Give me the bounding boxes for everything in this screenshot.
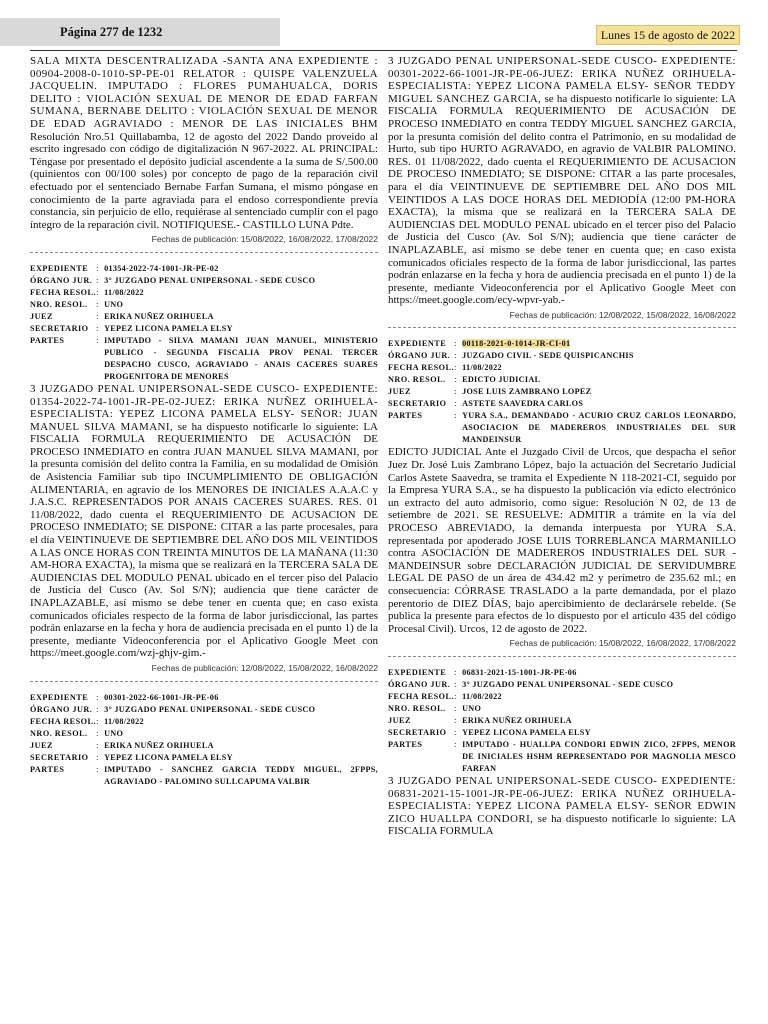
label-fecha: FECHA RESOL. — [388, 691, 455, 701]
value-secretario: YEPEZ LICONA PAMELA ELSY — [104, 752, 233, 762]
notice-body: se ha dispuesto notificarle lo siguiente: LA FISCALIA FORMULA — [388, 812, 737, 838]
label-partes: PARTES — [30, 335, 65, 345]
colon: : — [96, 311, 99, 321]
notice-00301-text — [388, 55, 736, 321]
right-column — [388, 55, 736, 838]
label-organo: ÓRGANO JUR. — [30, 275, 93, 285]
colon: : — [96, 692, 99, 702]
colon: : — [96, 323, 99, 333]
colon: : — [96, 299, 99, 309]
label-expediente: EXPEDIENTE — [30, 263, 89, 273]
value-secretario: YEPEZ LICONA PAMELA ELSY — [104, 323, 233, 333]
value-fecha: 11/08/2022 — [462, 691, 502, 701]
value-expediente: 00301-2022-66-1001-JR-PE-06 — [104, 692, 219, 702]
colon: : — [454, 703, 457, 713]
label-juez: JUEZ — [388, 715, 411, 725]
label-juez: JUEZ — [30, 740, 53, 750]
colon: : — [454, 739, 457, 749]
notice-caps: 3 JUZGADO PENAL UNIPERSONAL-SEDE CUSCO- EXPEDIENTE: 06831-2021-15-1001-JR-PE-06-JUEZ: ERIKA NUÑEZ ORIHUELA-ESPECIALISTA: YEPEZ LICONA PAMELA ELSY- SEÑOR EDWIN ZICO HUALLPA CONDORI, — [388, 774, 736, 825]
colon: : — [454, 667, 457, 677]
colon: : — [454, 727, 457, 737]
value-secretario: ASTETE SAAVEDRA CARLOS — [462, 399, 584, 409]
colon: : — [454, 679, 457, 689]
edict-text: EDICTO JUDICIAL Ante el Juzgado Civil de Urcos, que despacha el señor Juez Dr. José Luis Zambrano López, bajo la actuación del Secretario Judicial Carlos Astete Saavedra, se tramita el Expediente N 118-2021-CI, seguido por la Empresa YURA S.A., se ha dispuesto la publicación vía edicto electrónico un extracto del auto admisorio, como sigue: Resolución N 02, de 13 de setiembre de 2021. SE RESUELVE: ADMITIR a trámite en la vía del PROCESO ABREVIADO, la demanda interpuesta por YURA S.A. representada por apoderado JOSE LUIS TORREBLANCA MARMANILLO contra ASOCIACIÓN DE MADEREROS INDUSTRIALES DEL SUR - MANDEINSUR sobre DECLARACIÓN JUDICIAL DE SERVIDUMBRE LEGAL DE PASO de un área de 434.42 m2 y perímetro de 235.62 ml.; en consecuencia: CÓRRASE TRASLADO a la parte demandada, por el plazo perentorio de DIEZ DÍAS, bajo apercibimiento de declarársele rebelde. (Se publica la presente para efectos de lo dispuesto por el artículo 435 del código Procesal Civil). Urcos, 12 de agosto de 2022. — [388, 446, 736, 635]
colon: : — [454, 375, 457, 385]
colon: : — [454, 399, 457, 409]
value-expediente: 00118-2021-0-1014-JR-CI-01 — [462, 339, 571, 349]
notice-caps: 3 JUZGADO PENAL UNIPERSONAL-SEDE CUSCO- EXPEDIENTE: 01354-2022-74-1001-JR-PE-02-JUEZ: ERIKA NUÑEZ ORIHUELA-ESPECIALISTA: YEPEZ LICONA PAMELA ELSY- SEÑOR: JUAN MANUEL SILVA MAMANI, — [30, 382, 378, 433]
colon: : — [454, 715, 457, 725]
colon: : — [96, 764, 99, 774]
notice-00118 — [388, 338, 736, 650]
label-fecha: FECHA RESOL. — [30, 287, 97, 297]
value-organo: 3° JUZGADO PENAL UNIPERSONAL - SEDE CUSCO — [462, 679, 674, 689]
value-secretario: YEPEZ LICONA PAMELA ELSY — [462, 727, 591, 737]
header-rule — [30, 50, 737, 51]
label-nro: NRO. RESOL. — [30, 299, 88, 309]
colon: : — [454, 411, 457, 421]
publication-dates: Fechas de publicación: 12/08/2022, 15/08/2022, 16/08/2022 — [151, 662, 378, 673]
label-fecha: FECHA RESOL. — [30, 716, 97, 726]
label-secretario: SECRETARIO — [388, 399, 447, 409]
label-nro: NRO. RESOL. — [388, 703, 446, 713]
colon: : — [96, 740, 99, 750]
colon: : — [96, 287, 99, 297]
publication-dates: Fechas de publicación: 15/08/2022, 16/08/2022, 17/08/2022 — [151, 234, 378, 245]
notice-01354 — [30, 263, 378, 675]
colon: : — [96, 275, 99, 285]
publication-date-badge: Lunes 15 de agosto de 2022 — [596, 25, 740, 45]
case-metadata-table — [30, 692, 378, 788]
label-partes: PARTES — [388, 739, 423, 749]
colon: : — [96, 704, 99, 714]
value-partes: IMPUTADO - SILVA MAMANI JUAN MANUEL, MINISTERIO PUBLICO - SEGUNDA FISCALIA PROV PENAL TERCER DESPACHO CUSCO, AGRAVIADO - ANAIS CACERES SUARES PROGENITORA DE MENORES — [104, 335, 378, 381]
label-secretario: SECRETARIO — [30, 752, 89, 762]
notice-caps: SALA MIXTA DESCENTRALIZADA -SANTA ANA EXPEDIENTE : 00904-2008-0-1010-SP-PE-01 RELATOR : QUISPE VALENZUELA JACQUELIN. IMPUTADO : FLORES PUMAHUALCA, DORIS DELITO : VIOLACIÓN SEXUAL DE MENOR DE EDAD FARFAN SUMANA, BERNABE DELITO : VIOLACIÓN SEXUAL DE MENOR DE EDAD AGRAVIADO : MENOR DE LAS INICIALES BHM — [30, 55, 378, 130]
value-organo: 3° JUZGADO PENAL UNIPERSONAL - SEDE CUSCO — [104, 275, 316, 285]
publication-dates: Fechas de publicación: 12/08/2022, 15/08/2022, 16/08/2022 — [509, 309, 736, 320]
colon: : — [96, 263, 99, 273]
label-partes: PARTES — [30, 764, 65, 774]
case-metadata-table — [388, 338, 736, 446]
value-partes: YURA S.A., DEMANDADO - ACURIO CRUZ CARLOS LEONARDO, ASOCIACION DE MADEREROS INDUSTRIALES DEL SUR MANDEINSUR — [462, 411, 736, 445]
value-expediente: 01354-2022-74-1001-JR-PE-02 — [104, 263, 219, 273]
value-organo: 3° JUZGADO PENAL UNIPERSONAL - SEDE CUSCO — [104, 704, 316, 714]
notice-body: se ha dispuesto notificarle lo siguiente: LA FISCALIA FORMULA REQUERIMIENTO DE ACUSACIÓN DE PROCESO INMEDIATO en contra TEDDY MIGUEL SANCHEZ GARCIA, por la presunta comisión del delito contra el Patrimonio, en su modalidad de Hurto, sub tipo HURTO AGRAVADO, en agravio de VALBIR PALOMINO. RES. 01 11/08/2022, dado cuenta el REQUERIMIENTO DE ACUSACION DE PROCESO INMEDIATO; SE DISPONE: CITAR a las parte procesales, para el día VEINTINUEVE DE SEPTIEMBRE DEL AÑO DOS MIL VEINTIDOS A LAS DOCE HORAS DEL MEDIODÍA (12:00 PM-HORA EXACTA), la misma que se realizará en la TERCERA SALA DE AUDIENCIAS DEL MODULO PENAL ubicado en el tercer piso del Palacio de Justicia del Cusco (Av. Sol S/N); audiencia que tiene carácter de INAPLAZABLE, así mismo se debe tener en cuenta que; en caso exista comunicados oficiales respecto de la forma de labor jurisdiccional, las partes podrán enlazarse en la fecha y hora de audiencia precisada en el punto 1) de la presente, mediante Videoconferencia por el Aplicativo Google Meet con https://meet.google.com/ecy-wpvr-yab.- — [388, 92, 737, 307]
label-fecha: FECHA RESOL. — [388, 363, 455, 373]
label-expediente: EXPEDIENTE — [30, 692, 89, 702]
notice-sala-mixta — [30, 55, 378, 246]
colon: : — [454, 363, 457, 373]
label-expediente: EXPEDIENTE — [388, 339, 447, 349]
notice-body: Resolución Nro.51 Quillabamba, 12 de agosto del 2022 Dando proveido al escrito ingresado con código de digitalización N 967-2022. AL PRINCIPAL: Téngase por presentado el depósito judicial ascendente a la suma de S/.500.00 (quinientos con 00/100 soles) por concepto de pago de la reparación civil efectuado por el sentenciado Bernabe Farfan Sumana, el mismo póngase en conocimiento de la parte agraviada para el endoso correspondiente previa constancia, sin perjuicio de ello, requiérase al sentenciado cumplir con el pago íntegro de la reparación civil. NOTIFIQUESE.- CASTILLO LUNA Pdte. — [30, 130, 378, 231]
value-juez: ERIKA NUÑEZ ORIHUELA — [104, 740, 214, 750]
label-juez: JUEZ — [30, 311, 53, 321]
label-expediente: EXPEDIENTE — [388, 667, 447, 677]
value-organo: JUZGADO CIVIL - SEDE QUISPICANCHIS — [462, 351, 634, 361]
label-secretario: SECRETARIO — [30, 323, 89, 333]
label-partes: PARTES — [388, 411, 423, 421]
label-nro: NRO. RESOL. — [30, 728, 88, 738]
page-number: Página 277 de 1232 — [60, 25, 163, 39]
colon: : — [454, 351, 457, 361]
page-header — [0, 0, 768, 52]
label-organo: ÓRGANO JUR. — [388, 679, 451, 689]
notice-caps: 3 JUZGADO PENAL UNIPERSONAL-SEDE CUSCO- EXPEDIENTE: 00301-2022-66-1001-JR-PE-06-JUEZ: ERIKA NUÑEZ ORIHUELA-ESPECIALISTA: YEPEZ LICONA PAMELA ELSY- SEÑOR TEDDY MIGUEL SANCHEZ GARCIA, — [388, 55, 736, 105]
label-juez: JUEZ — [388, 387, 411, 397]
left-column — [30, 55, 378, 788]
label-organo: ÓRGANO JUR. — [30, 704, 93, 714]
value-fecha: 11/08/2022 — [104, 716, 144, 726]
value-nro: UNO — [104, 299, 124, 309]
case-metadata-table — [30, 263, 378, 383]
colon: : — [96, 716, 99, 726]
label-organo: ÓRGANO JUR. — [388, 351, 451, 361]
divider — [388, 656, 736, 657]
notice-00301 — [30, 692, 378, 788]
colon: : — [454, 387, 457, 397]
value-partes: IMPUTADO - HUALLPA CONDORI EDWIN ZICO, 2FPPS, MENOR DE INICIALES HSHM REPRESENTADO POR MAGNOLIA MESCO FARFAN — [462, 739, 736, 773]
notice-body: se ha dispuesto notificarle lo siguiente: LA FISCALIA FORMULA REQUERIMIENTO DE ACUSACIÓN DE PROCESO INMEDIATO en contra JUAN MANUEL SILVA MAMANI, por la presunta comisión del delito contra la Familia, en su modalidad de Omisión de Asistencia Familiar sub tipo INCUMPLIMIENTO DE OBLIGACIÓN ALIMENTARIA, en agravio de los MENORES DE INICIALES A.A.A.C y J.A.S.C. REPRESENTADOS POR ANAIS CACERES SUARES. RES. 01 11/08/2022, dado cuenta el REQUERIMIENTO DE ACUSACION DE PROCESO INMEDIATO; SE DISPONE: CITAR a las parte procesales, para el día VEINTINUEVE DE SEPTIEMBRE DEL AÑO DOS MIL VEINTIDOS A LAS ONCE HORAS CON TREINTA MINUTOS DE LA MAÑANA (11:30 AM-HORA EXACTA), la misma que se realizará en la TERCERA SALA DE AUDIENCIAS DEL MODULO PENAL ubicado en el tercer piso del Palacio de Justicia del Cusco (Av. Sol S/N); audiencia que tiene carácter de INAPLAZABLE, así mismo se debe tener en cuenta que; en caso exista comunicados oficiales respecto de la forma de labor jurisdiccional, las partes podrán enlazarse en la fecha y hora de audiencia precisada en el punto 1) de la presente, mediante Videoconferencia por el Aplicativo Google Meet con https://meet.google.com/wzj-ghjv-gim.- — [30, 420, 378, 660]
value-juez: ERIKA NUÑEZ ORIHUELA — [104, 311, 214, 321]
value-fecha: 11/08/2022 — [104, 287, 144, 297]
notice-06831 — [388, 667, 736, 838]
value-nro: UNO — [104, 728, 124, 738]
value-partes: IMPUTADO - SANCHEZ GARCIA TEDDY MIGUEL, 2FPPS, AGRAVIADO - PALOMINO SULLCAPUMA VALBIR — [104, 764, 378, 786]
value-nro: EDICTO JUDICIAL — [462, 375, 541, 385]
colon: : — [454, 339, 457, 349]
divider — [30, 252, 378, 253]
case-metadata-table — [388, 667, 736, 775]
value-nro: UNO — [462, 703, 482, 713]
colon: : — [454, 691, 457, 701]
colon: : — [96, 728, 99, 738]
colon: : — [96, 335, 99, 345]
value-juez: ERIKA NUÑEZ ORIHUELA — [462, 715, 572, 725]
label-secretario: SECRETARIO — [388, 727, 447, 737]
label-nro: NRO. RESOL. — [388, 375, 446, 385]
publication-dates: Fechas de publicación: 15/08/2022, 16/08/2022, 17/08/2022 — [509, 638, 736, 649]
colon: : — [96, 752, 99, 762]
divider — [388, 327, 736, 328]
value-juez: JOSE LUIS ZAMBRANO LOPEZ — [462, 387, 592, 397]
value-fecha: 11/08/2022 — [462, 363, 502, 373]
divider — [30, 681, 378, 682]
value-expediente: 06831-2021-15-1001-JR-PE-06 — [462, 667, 577, 677]
